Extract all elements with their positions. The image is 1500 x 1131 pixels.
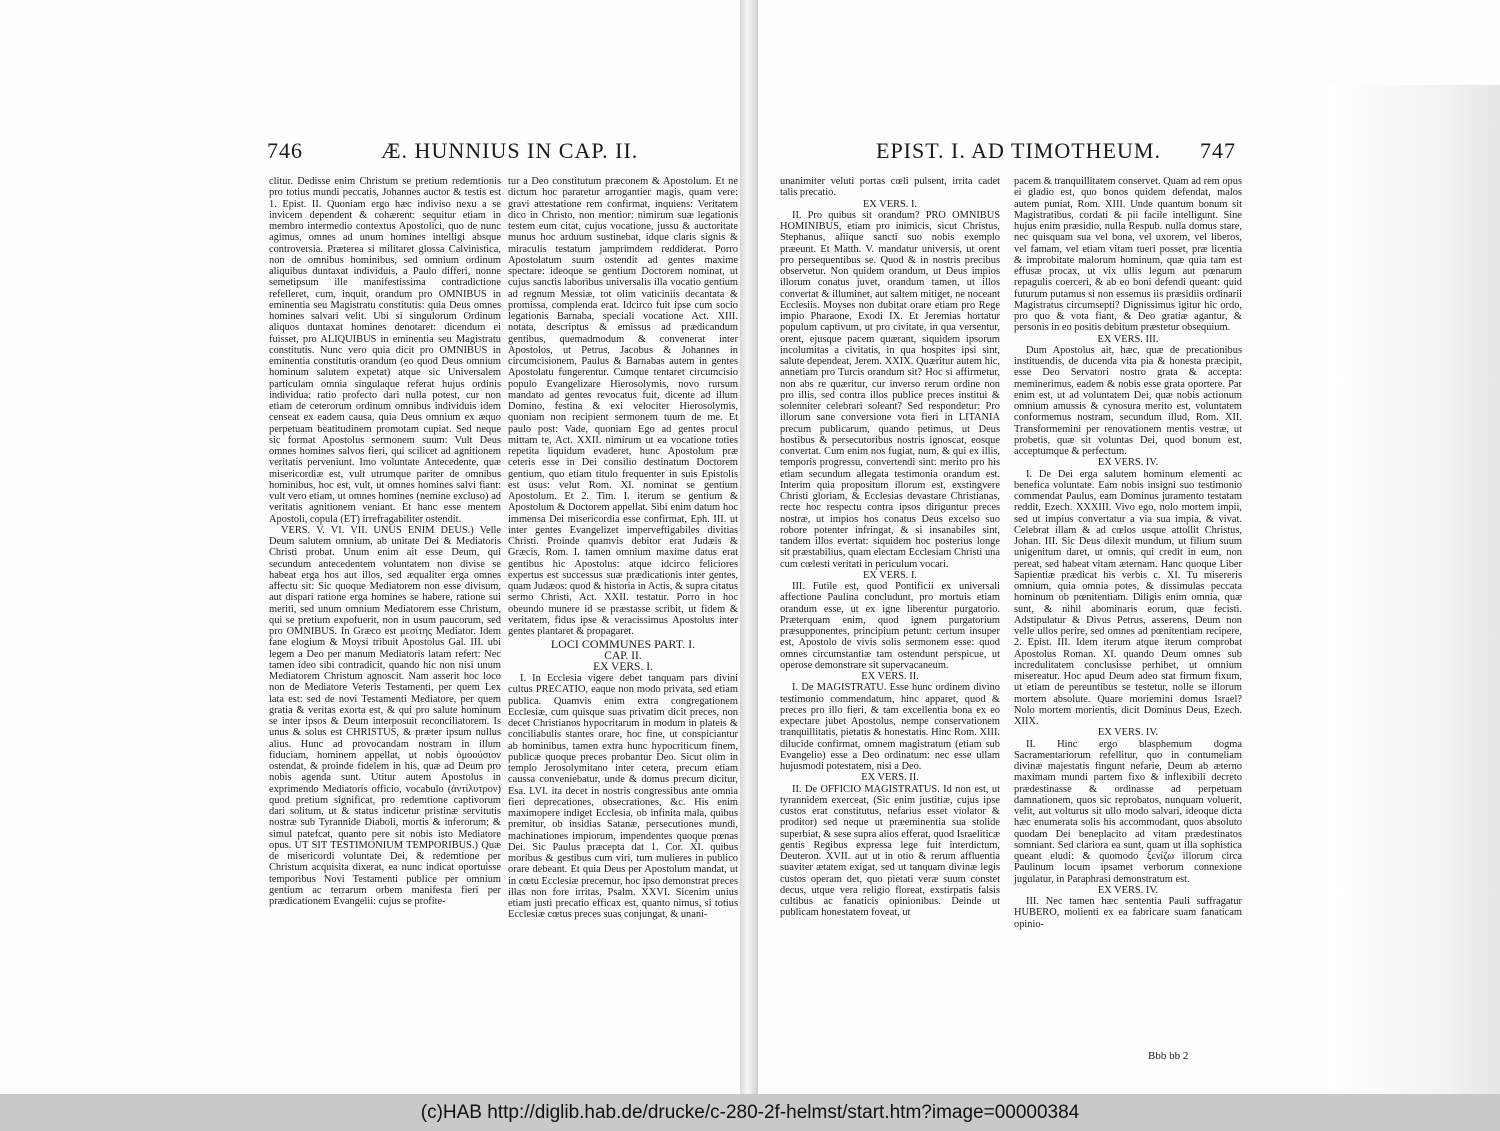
paragraph: I. De MAGISTRATU. Esse hunc ordinem divino testimonio commendatum, hinc apparet, quod & preces pro illo fieri, & tam excellentia bona ex eo expectare jubet Apostolus, nempe conservationem tranquillitatis, pietatis & honestatis. Hinc Rom. XIII. dilucide confirmat, omnem magistratum (etiam sub Evangelio) esse a Deo ordinatum: nec esse ullam hujusmodi potestatem, nisi a Deo. — [780, 682, 1000, 772]
copyright-footer: (c)HAB http://diglib.hab.de/drucke/c-280-2f-helmst/start.htm?image=00000384 — [0, 1094, 1500, 1131]
right-page-number: 747 — [1200, 138, 1236, 163]
paragraph: VERS. V. VI. VII. UNUS ENIM DEUS.) Velle Deum salutem omnium, ab unitate Dei & Mediatoris Christi probat. Unum enim ait esse Deum, qui secundum antecedentem voluntatem non divise se habeat erga hos aut illos, sed æqualiter erga omnes affectu sit: Sic quoque Mediatorem non esse divisum, aut dispari ratione erga homines se habere, ratione sui meriti, sed unum omnium Mediatorem esse Christum, qui se pretium expofuerit, non in usum paucorum, sed pro OMNIBUS. In Græco est μεσίτης Mediator. Idem fane elogium & Moysi tribuit Apostolus Gal. III. ubi legem a Deo per manum Mediatoris latam refert: Nec tamen ideo sibi contradicit, quando hic non nisi unum Mediatorem Christum agnoscit. Nam asserit hoc loco non de Mediatore Veteris Testamenti, per quem Lex lata est: sed de novi Testamenti Mediatore, per quem gratia & veritas exorta est, & qui pro salute hominum se inter ipsos & Deum interposuit reconciliatorem. Is unus & solus est CHRISTUS, & præter ipsum nullus alius. Hunc ad provocandam nostram in illum fiduciam, hominem appellat, ut nobis ὁμοούσιον ostendat, & proinde fidelem in his, quæ ad Deum pro nobis agenda sunt. Utitur autem Apostolus in exprimendo Mediatoris officio, vocabulo (ἀντίλυτρον) quod pretium significat, pro redemtione captivorum dari solitum, ut & status indicetur pristinæ servitutis nostræ sub Tyrannide Diaboli, mortis & inferorum; & simul patefcat, quanto pere sit nobis isto Mediatore opus. UT SIT TESTIMONIUM TEMPORIBUS.) Quæ de misericordi voluntate Dei, & redemtione per Christum acquisita dixerat, ea nunc indicat oportuisse temporibus Novi Testamenti publice per omnium gentium ac terrarum orbem manifesta fieri per prædicationem Evangelii: cujus se profite- — [269, 524, 501, 907]
paragraph: I. De Dei erga salutem hominum elementi ac benefica voluntate. Eam nobis insigni suo testimonio commendat Paulus, eam Dominus juramento testatam reddit, Ezech. XXXIII. Vivo ego, nolo mortem impii, sed ut impius convertatur a via sua impia, & vivat. Celebrat illam & ad cœlos usque attollit Christus, Johan. III. Sic Deus dilexit mundum, ut filium suum unigenitum daret, ut omnis, qui credit in eum, non pereat, sed habeat vitam æternam. Hanc quoque Liber Sapientiæ prædicat his verbis c. XI. Tu misereris omnium, quia omnia potes, & dissimulas peccata hominum ob pœnitentiam. Diligis enim omnia, quæ sunt, & nihil abominaris eorum, quæ fecisti. Adstipulatur & Divus Petrus, asserens, Deum non velle ullos perire, sed omnes ad pœnitentiam recipere, 2. Epist. III. Idem iterum atque iterum comprobat Apostolus Roman. XI. quando Deum omnes sub incredulitatem conclusisse perhibet, ut omnium misereatur. Hoc apud Deum adeo stat firmum fixum, ut etiam de pereuntibus se testetur, nolle se illorum mortem absolute. Quare moriemini domus Israel? Nolo mortem morientis, dicit Dominus Deus, Ezech. XIIX. — [1014, 468, 1242, 727]
paragraph: II. Pro quibus sit orandum? PRO OMNIBUS HOMINIBUS, etiam pro inimicis, sicut Christus, Stephanus, aliique sancti suo nobis exemplo præeunt. Et Matth. V. mandatur universis, ut orent pro persequentibus se. Quod & in nostris precibus observetur. Non quidem orandum, ut Deus impios illorum conatus juvet, orandum tamen, ut illos convertat & illuminet, aut saltem mitiget, ne noceant Ecclesiis. Moyses non dubitat orare etiam pro Rege impio Pharaone, Exodi IX. Et Jeremias hortatur populum captivum, ut pro civitate, in qua versentur, orent, ejusque pacem quærant, siquidem ipsorum incolumitas a civitatis, in qua hospites ipsi sint, salute dependeat, Jerem. XXIX. Quæritur autem hic, annetiam pro Turcis orandum sit? Hoc si affirmetur, non abs re quæritur, cur inverso rerum ordine non pro illis, sed contra illos publice preces institui & solenniter celebrari soleant? Sed respondetur: Pro illorum sane conversione vota fieri in LITANIA precum publicarum, quando petimus, ut Deus hostibus & persecutoribus nostris ignoscat, eosque convertat. Cum enim nos fugiat, num, & qui ex illis, temporis progressu, convertendi sint: merito pro his etiam secundum allegata testimonia orandum est. Interim quia propositum illorum est, exstingvere Christi gloriam, & Ecclesias devastare Christianas, recte hoc respectu contra ipsos diriguntur preces nostræ, ut impios hos conatus Deus excelso suo robore potenter infringat, & si insanabiles sint, tandem illos evertat: siquidem hoc posterius longe sit præstabilius, quam electam Ecclesiam Christi una cum cœlesti veritati in periculum vocari. — [780, 209, 1000, 570]
paragraph: tur a Deo constitutum præconem & Apostolum. Et ne dictum hoc pararetur arrogantier magis, quam vere: gravi attestatione rem confirmat, inquiens: Veritatem dico in Christo, non mentior: nimirum suæ legationis testem eum citat, cujus vocatione, jussu & auctoritate munus hoc arduum sustinebat, idque claris signis & miraculis testatum jamprimdem reddiderat. Porro Apostolatum suum ostendit ad gentes maxime spectare: ideoque se gentium Doctorem nominat, ut cujus sanctis laboribus universalis illa vocatio gentium ad regnum Messiæ, tot olim vaticiniis decantata & promissa, complenda erat. Idcirco fuit ipse cum socio legationis Barnaba, speciali vocatione Act. XIII. notata, descriptus & emissus ad prædicandum gentibus, quemadmodum & convenerat inter Apostolos, ut Petrus, Jacobus & Johannes in circumcisionem, Paulus & Barnabas autem in gentes Apostolatu fungerentur. Cumque tentaret circumcisio populo Evangelizare Hierosolymis, novo rursum mandato ad gentes revocatus fuit, dicente ad illum Domino, festina & exi velociter Hierosolymis, quoniam non recipient sermonem tuum de me. Et paulo post: Vade, quoniam Ego ad gentes procul mittam te, Act. XXII. nimirum ut ea vocatione toties repetita liquidum evaderet, hunc Apostolum præ ceteris esse in Dei consilio destinatum Doctorem gentium, quo etiam titulo frequenter in suis Epistolis est usus: velut Rom. XI. nominat se gentium Apostolum. Et 2. Tim. I. iterum se gentium & Apostolum & Doctorem appellat. Sibi enim datum hoc immensa Dei misericordia esse confirmat, Eph. III. ut inter gentes Evangelizet imperveftigabiles divitias Christi. Proinde quamvis debitor erat Judæis & Græcis, Rom. I. tamen omnium maxime datus erat gentibus hic Apostolus: atque idcirco feliciores expertus est successus suæ prædicationis inter gentes, quam Judæos: quod & historia in Actis, & supra citatus sermo Christi, Act. XXII. testatur. Porro in hoc obeundo munere id se præstasse scribit, ut fidem & veritatem, fidus ipse & veracissimus Apostolus inter gentes plantaret & propagaret. — [508, 176, 738, 637]
verse-heading: EX VERS. I. — [862, 569, 918, 581]
verse-heading: EX VERS. IV. — [1097, 727, 1159, 739]
verse-heading: EX VERS. I. — [593, 660, 653, 673]
paragraph: I. In Ecclesia vigere debet tanquam pars divini cultus PRECATIO, eaque non modo privata, sed etiam publica. Quamvis enim extra congregationem Ecclesiæ, cum quisque suas privatim dicit preces, non decet Christianos hypocritarum in modum in plateis & conciliabulis stantes orare, hoc fine, ut conspiciantur ab hominibus, tamen extra hunc hypocriticum finem, publicæ quoque preces probantur Deo. Sicut olim in templo Jerosolymitano inter cetera, precum etiam caussa conveniebatur, unde & domus precum dicitur, Esa. LVI. ita decet in nostris congressibus ante omnia fieri deprecationes, obsecrationes, &c. His enim maximopere indiget Ecclesia, ob infinita mala, quibus premitur, ob insidias Satanæ, persecutiones mundi, machinationes impiorum, impendentes quoque pœnas Dei. Sic Paulus præcepta dat 1. Cor. XI. quibus moribus & gestibus cum viri, tum mulieres in publico orare debeant. Et quia Deus per Apostolum mandat, ut in cœtu Ecclesiæ precemur, hoc ipso demonstrat preces illas non fore irritas, Psalm. XXVI. Sicenim unius etiam justi precatio efficax est, quanto nimus, si totius Ecclesiæ cœtus preces suas conjungat, & unani- — [508, 673, 738, 921]
left-page — [255, 0, 740, 1094]
paragraph: II. Hinc ergo blasphemum dogma Sacramentariorum refellitur, quo in contumeliam divinæ majestatis fingunt nefarie, Deum ab æterno maximam mundi partem fixo & inflexibili decreto prædestinasse & ordinasse ad perpetuam damnationem, quos sic reprobatos, nunquam voluerit, velit, aut volturus sit ullo modo salvari, ideoque dicta hæc enumerata solis his accommodant, quos absoluto quodam Dei beneplacito ad vitam prædestinatos somniant. Sed clariora ea sunt, quam ut illa sophistica queant eludi: & quomodo ξενίζω illorum circa Paulinum locum ipsamet verborum connexione jugulatur, in Paraphrasi demonstratum est. — [1014, 738, 1242, 885]
paragraph: unanimiter veluti portas cœli pulsent, irrita cadet talis precatio. — [780, 176, 1000, 199]
section-heading: LOCI COMMUNES PART. I. — [550, 637, 696, 652]
paragraph: clitur. Dedisse enim Christum se pretium redemtionis pro totius mundi peccatis, Johannes auctor & testis est 1. Epist. II. Quoniam ergo hæc indiviso nexu a se invicem dependent & cohærent: sequitur etiam in membro intermedio contextus Apostolici, quo de nunc agimus, omnes ad unum homines intelligi absque controversia. Præterea si militaret glossa Calvinistica, non de omnibus hominibus, sed omnium ordinum aliquibus duntaxat individuis, a Paulo differi, nonne semetipsum ille manifestissima contradictione refelleret, cum, inquit, orandum pro OMNIBUS in eminentia seu Magistratu constitutis: quia Deus omnes homines salvari velit. Ubi si singulorum Ordinum aliquos duntaxat homines denotaret: dicendum ei fuisset, pro ALIQUIBUS in eminentia seu Magistratu constitutis. Nunc vero quia dicit pro OMNIBUS in eminentia constitutis orandum (eo quod Deus omnium hominum salutem expetat) atque sic Universalem particulam omnia singulaque referat hujus ordinis individua: ratio profecto dari nulla potest, cur non etiam de ceterorum ordinum omnibus individuis idem censeat ex eadem causa, quia Deus omnium ex æquo perpetuam beatitudinem promotam cupiat. Sed neque sic format Apostolus sermonem suum: Vult Deus omnes homines salvos fieri, qui scilicet ad agnitionem veritatis perveniunt. Imo voluntate Antecedente, quæ misericordiæ est, vult utrumque pariter de omnibus hominibus, hoc est, vult, ut omnes homines salvi fiant: vult vero etiam, ut omnes homines (nemine excluso) ad veritatis agnitionem veniant. Et hanc esse mentem Apostoli, copula (ET) irrefragabiliter ostendit. — [269, 176, 501, 525]
right-column-1 — [780, 176, 1000, 919]
chapter-heading: CAP. II. — [604, 649, 642, 662]
left-running-header: Æ. HUNNIUS IN CAP. II. — [381, 138, 639, 163]
left-page-number: 746 — [267, 138, 303, 163]
signature-mark: Bbb bb 2 — [1148, 1050, 1189, 1062]
verse-heading: EX VERS. IV. — [1097, 884, 1159, 896]
right-running-header: EPIST. I. AD TIMOTHEUM. — [876, 138, 1161, 163]
paragraph: III. Futile est, quod Pontificii ex universali affectione Paulina concludunt, pro mortuis etiam orandum esse, ut ex igne liberentur purgatorio. Præterquam enim, quod ignem purgatorium præsupponentes, principium petunt: certum insuper est, Apostolo de vivis solis sermonem esse: quod omnes circumstantiæ tam ostendunt perspicue, ut operose demonstrare sit supervacaneum. — [780, 581, 1000, 671]
paragraph: pacem & tranquillitatem conservet. Quam ad rem opus ei gladio est, quo bonos quidem defendat, malos autem puniat, Rom. XIII. Unde quantum bonum sit Magistratibus, cordati & pii facile intelligunt. Sine hujus enim præsidio, nulla Respub. nulla domus stare, nec quisquam sua vel bona, vel uxorem, vel liberos, vel famam, vel etiam vitam tueri posset, præ licentia & improbitate malorum hominum, quæ quia tam est effusæ procax, ut vix ullis legum aut pœnarum repagulis coerceri, & ab eo boni defendi queant: quid futurum putamus si non essemus iis præsidiis ordinarii Magistratus circumsepti? Dignissimus igitur hic ordo, pro quo & vota fiant, & Deo gratiæ agantur, & personis in eo positis debitum præstetur obsequium. — [1014, 176, 1242, 334]
left-column-1 — [269, 176, 501, 907]
verse-heading: EX VERS. III. — [1097, 333, 1159, 345]
right-column-2 — [1014, 176, 1242, 930]
book-gutter — [740, 0, 758, 1094]
page-edge-shadow — [1328, 85, 1500, 1095]
paragraph: III. Nec tamen hæc sententia Pauli suffragatur HUBERO, molienti ex ea fabricare suam fanaticam opinio- — [1014, 896, 1242, 930]
verse-heading: EX VERS. II. — [861, 772, 919, 784]
verse-heading: EX VERS. I. — [862, 198, 918, 210]
verse-heading: EX VERS. II. — [861, 671, 919, 682]
left-column-2 — [508, 176, 738, 921]
paragraph: Dum Apostolus ait, hæc, quæ de precationibus instituendis, de ducenda vita pia & honesta præcipit, esse Deo Servatori nostro grata & accepta: meminerimus, eadem & nobis esse grata oportere. Par enim est, ut ad voluntatem Dei, quæ nobis actionum omnium amussis & cynosura merito est, voluntatem conformemus nostram, secundum illud, Rom. XII. Transformemini per renovationem mentis vestræ, ut probetis, quæ sit voluntas Dei, quod bonum est, acceptumque & perfectum. — [1014, 344, 1242, 457]
right-page — [758, 0, 1248, 1094]
verse-heading: EX VERS. IV. — [1097, 457, 1159, 469]
paragraph: II. De OFFICIO MAGISTRATUS. Id non est, ut tyrannidem exerceat, (Sic enim justitiæ, cujus ipse custos erat constitutus, nefarius esset violator & proditor) sed neque ut præeminentia sua stolide superbiat, & sese supra alios efferat, quod Israeliticæ gentis Regibus expressa lege fuit interdictum, Deuteron. XVII. aut ut in otio & rerum affluentia suaviter ætatem exigat, sed ut tanquam divinæ legis custos operam det, quo pietati veræ suum constet decus, utque vera religio floreat, exstirpatis falsis cultibus ac fanaticis opinionibus. Deinde ut publicam honestatem foveat, ut — [780, 783, 1000, 919]
